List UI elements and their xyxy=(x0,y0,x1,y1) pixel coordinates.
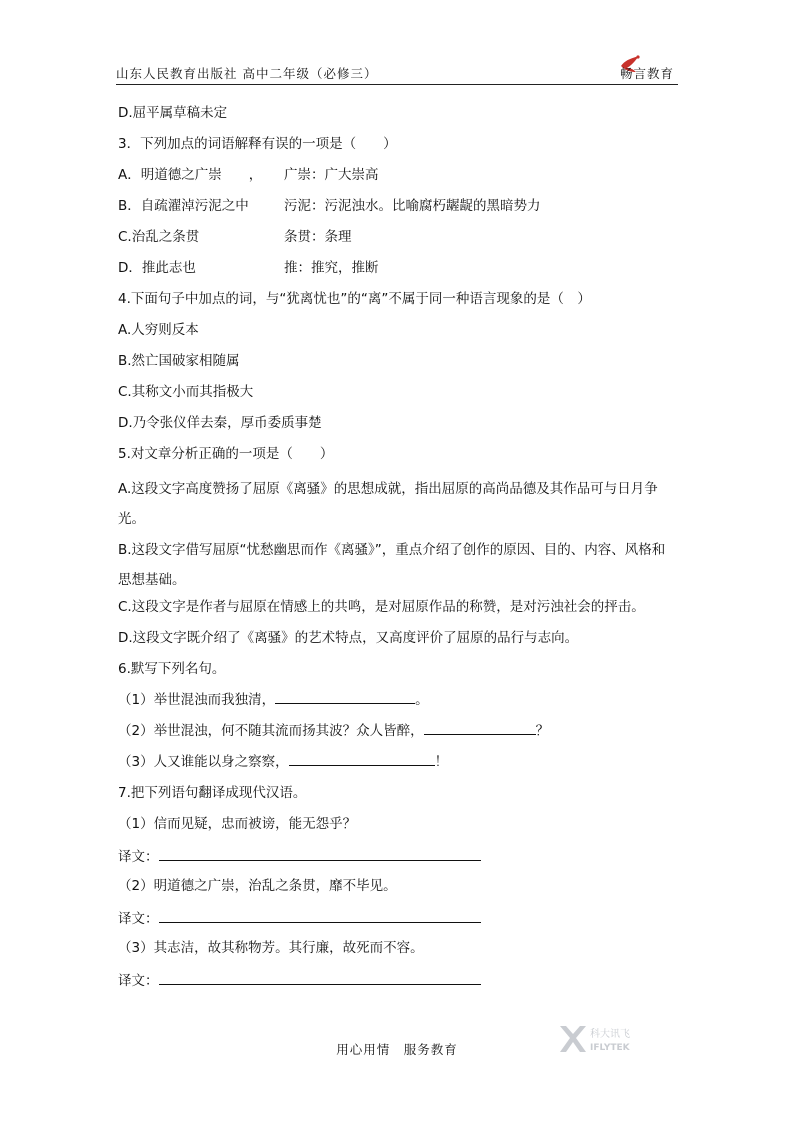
q6-2-text: （2）举世混浊，何不随其流而扬其波？众人皆醉， xyxy=(118,723,424,739)
q6-2-end: ？ xyxy=(535,723,550,739)
question-5: 5.对文章分析正确的一项是（ ） xyxy=(118,446,334,462)
q7-translation-3 xyxy=(118,968,678,999)
q6-1-end: 。 xyxy=(415,692,429,708)
q5-option-a: A.这段文字高度赞扬了屈原《离骚》的思想成就，指出屈原的高尚品德及其作品可与日月争光。 xyxy=(118,481,658,527)
q7-translation-2 xyxy=(118,906,678,937)
q7-sentence-3: （3）其志洁，故其称物芳。其行廉，故死而不容。 xyxy=(118,940,424,956)
q4-option-b: B.然亡国破家相随属 xyxy=(118,353,240,369)
question-3: 3．下列加点的词语解释有误的一项是（ ） xyxy=(118,136,397,152)
header-publisher: 山东人民教育出版社 高中二年级（必修三） xyxy=(116,66,378,81)
q6-3-blank[interactable] xyxy=(289,751,435,766)
q6-3-text: （3）人又谁能以身之察察， xyxy=(118,754,289,770)
q6-3-end: ！ xyxy=(434,754,449,770)
question-7: 7.把下列语句翻译成现代汉语。 xyxy=(118,785,307,801)
q4-option-a: A.人穷则反本 xyxy=(118,322,199,338)
translation-label: 译文： xyxy=(118,849,159,865)
q3-option-d xyxy=(118,257,678,288)
iflytek-logo-icon xyxy=(556,1022,646,1056)
q3-b-sentence: B．自疏濯淖污泥之中 xyxy=(118,198,249,214)
q6-item-2 xyxy=(118,720,678,751)
q3-option-c xyxy=(118,226,678,257)
q3-option-b xyxy=(118,195,678,226)
translation-1-line[interactable] xyxy=(159,844,481,861)
q3-c-explanation: 条贯：条理 xyxy=(284,229,352,245)
logo-cn-text: 科大讯飞 xyxy=(590,1029,630,1040)
header-divider xyxy=(116,84,678,85)
q3-b-explanation: 污泥：污泥浊水。比喻腐朽龌龊的黑暗势力 xyxy=(284,198,541,214)
question-4: 4.下面句子中加点的词，与“犹离忧也”的“离”不属于同一种语言现象的是（ ） xyxy=(118,291,591,307)
q6-item-3 xyxy=(118,751,678,782)
footer-slogan: 用心用情 服务教育 xyxy=(336,1042,458,1057)
question-6: 6.默写下列名句。 xyxy=(118,661,226,677)
q6-1-blank[interactable] xyxy=(275,689,415,704)
q3-d-sentence: D．推此志也 xyxy=(118,260,196,276)
q3-option-a xyxy=(118,164,678,195)
header-brand: 畅言教育 xyxy=(619,66,674,81)
q6-1-text: （1）举世混浊而我独清， xyxy=(118,692,276,708)
q3-c-sentence: C.治乱之条贯 xyxy=(118,229,200,245)
q3-a-sentence: A．明道德之广崇 ， xyxy=(118,167,263,183)
q5-option-b: B.这段文字借写屈原“忧愁幽思而作《离骚》”，重点介绍了创作的原因、目的、内容、风格和思想基础。 xyxy=(118,542,666,588)
q7-sentence-1: （1）信而见疑，忠而被谤，能无怨乎？ xyxy=(118,816,357,832)
q7-sentence-2: （2）明道德之广崇，治乱之条贯，靡不毕见。 xyxy=(118,878,397,894)
q6-2-blank[interactable] xyxy=(424,720,536,735)
q5-option-c: C.这段文字是作者与屈原在情感上的共鸣，是对屈原作品的称赞，是对污浊社会的抨击。 xyxy=(118,599,645,615)
q4-option-d: D.乃令张仪佯去秦，厚币委质事楚 xyxy=(118,415,322,431)
translation-label: 译文： xyxy=(118,973,159,989)
q3-d-explanation: 推：推究，推断 xyxy=(284,260,379,276)
translation-3-line[interactable] xyxy=(159,968,481,985)
q6-item-1 xyxy=(118,689,678,720)
document-body xyxy=(118,102,678,999)
q2-option-d: D.屈平属草稿未定 xyxy=(118,105,228,121)
translation-label: 译文： xyxy=(118,911,159,927)
q4-option-c: C.其称文小而其指极大 xyxy=(118,384,254,400)
q5-option-d: D.这段文字既介绍了《离骚》的艺术特点，又高度评价了屈原的品行与志向。 xyxy=(118,630,579,646)
translation-2-line[interactable] xyxy=(159,906,481,923)
page-header xyxy=(116,62,678,84)
q3-a-explanation: 广崇：广大崇高 xyxy=(284,167,379,183)
logo-en-text: IFLYTEK xyxy=(590,1043,630,1053)
q7-translation-1 xyxy=(118,844,678,875)
